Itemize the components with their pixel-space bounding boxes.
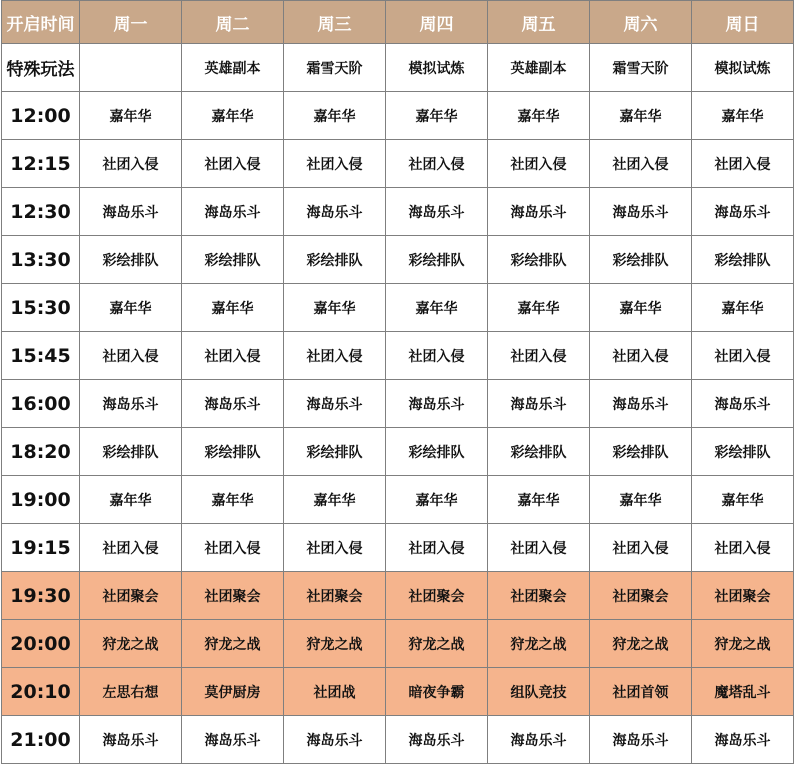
header-thursday: 周四 xyxy=(386,1,488,44)
time-cell: 13:30 xyxy=(2,236,80,284)
header-row xyxy=(2,1,794,44)
activity-cell: 社团入侵 xyxy=(590,140,692,188)
activity-cell: 海岛乐斗 xyxy=(692,716,794,764)
activity-cell: 社团聚会 xyxy=(182,572,284,620)
special-cell: 霜雪天阶 xyxy=(590,44,692,92)
schedule-table xyxy=(1,0,794,764)
activity-cell: 彩绘排队 xyxy=(80,236,182,284)
activity-cell: 嘉年华 xyxy=(488,284,590,332)
activity-cell: 彩绘排队 xyxy=(692,428,794,476)
activity-cell: 狩龙之战 xyxy=(80,620,182,668)
activity-cell: 魔塔乱斗 xyxy=(692,668,794,716)
activity-cell: 社团入侵 xyxy=(692,332,794,380)
activity-cell: 海岛乐斗 xyxy=(284,716,386,764)
activity-cell: 海岛乐斗 xyxy=(182,380,284,428)
time-cell: 15:45 xyxy=(2,332,80,380)
activity-cell: 彩绘排队 xyxy=(182,236,284,284)
activity-cell: 海岛乐斗 xyxy=(692,380,794,428)
schedule-row xyxy=(2,476,794,524)
schedule-row xyxy=(2,524,794,572)
special-cell: 英雄副本 xyxy=(182,44,284,92)
activity-cell: 狩龙之战 xyxy=(386,620,488,668)
activity-cell: 彩绘排队 xyxy=(284,428,386,476)
activity-cell: 嘉年华 xyxy=(590,284,692,332)
activity-cell: 海岛乐斗 xyxy=(488,188,590,236)
activity-cell: 海岛乐斗 xyxy=(80,380,182,428)
schedule-row xyxy=(2,572,794,620)
activity-cell: 社团聚会 xyxy=(80,572,182,620)
time-cell: 15:30 xyxy=(2,284,80,332)
activity-cell: 海岛乐斗 xyxy=(590,380,692,428)
activity-cell: 社团入侵 xyxy=(80,140,182,188)
activity-cell: 彩绘排队 xyxy=(488,428,590,476)
activity-cell: 嘉年华 xyxy=(284,476,386,524)
activity-cell: 嘉年华 xyxy=(80,476,182,524)
activity-cell: 社团入侵 xyxy=(182,524,284,572)
activity-cell: 社团战 xyxy=(284,668,386,716)
activity-cell: 社团入侵 xyxy=(386,140,488,188)
activity-cell: 海岛乐斗 xyxy=(488,716,590,764)
special-cell: 霜雪天阶 xyxy=(284,44,386,92)
activity-cell: 嘉年华 xyxy=(80,92,182,140)
time-cell: 19:00 xyxy=(2,476,80,524)
activity-cell: 嘉年华 xyxy=(590,476,692,524)
special-cell: 英雄副本 xyxy=(488,44,590,92)
time-cell: 12:00 xyxy=(2,92,80,140)
activity-cell: 狩龙之战 xyxy=(488,620,590,668)
schedule-row xyxy=(2,620,794,668)
activity-cell: 彩绘排队 xyxy=(386,428,488,476)
activity-cell: 社团入侵 xyxy=(80,524,182,572)
activity-cell: 社团聚会 xyxy=(590,572,692,620)
activity-cell: 社团聚会 xyxy=(488,572,590,620)
schedule-header xyxy=(2,1,794,44)
activity-cell: 左思右想 xyxy=(80,668,182,716)
schedule-row xyxy=(2,716,794,764)
header-monday: 周一 xyxy=(80,1,182,44)
activity-cell: 彩绘排队 xyxy=(182,428,284,476)
activity-cell: 莫伊厨房 xyxy=(182,668,284,716)
header-wednesday: 周三 xyxy=(284,1,386,44)
activity-cell: 狩龙之战 xyxy=(284,620,386,668)
activity-cell: 社团入侵 xyxy=(284,140,386,188)
activity-cell: 海岛乐斗 xyxy=(182,188,284,236)
activity-cell: 嘉年华 xyxy=(80,284,182,332)
schedule-row xyxy=(2,284,794,332)
activity-cell: 海岛乐斗 xyxy=(386,716,488,764)
special-label: 特殊玩法 xyxy=(2,44,80,92)
activity-cell: 彩绘排队 xyxy=(284,236,386,284)
activity-cell: 彩绘排队 xyxy=(590,236,692,284)
special-cell xyxy=(80,44,182,92)
time-cell: 21:00 xyxy=(2,716,80,764)
activity-cell: 社团入侵 xyxy=(488,332,590,380)
activity-cell: 社团入侵 xyxy=(590,524,692,572)
activity-cell: 社团入侵 xyxy=(488,140,590,188)
activity-cell: 社团聚会 xyxy=(692,572,794,620)
activity-cell: 组队竞技 xyxy=(488,668,590,716)
activity-cell: 海岛乐斗 xyxy=(590,188,692,236)
special-row xyxy=(2,44,794,92)
header-saturday: 周六 xyxy=(590,1,692,44)
special-cell: 模拟试炼 xyxy=(386,44,488,92)
time-cell: 12:15 xyxy=(2,140,80,188)
activity-cell: 社团入侵 xyxy=(284,524,386,572)
activity-cell: 嘉年华 xyxy=(284,92,386,140)
activity-cell: 嘉年华 xyxy=(692,476,794,524)
activity-cell: 海岛乐斗 xyxy=(488,380,590,428)
header-tuesday: 周二 xyxy=(182,1,284,44)
time-cell: 12:30 xyxy=(2,188,80,236)
activity-cell: 海岛乐斗 xyxy=(692,188,794,236)
time-cell: 16:00 xyxy=(2,380,80,428)
activity-cell: 海岛乐斗 xyxy=(386,188,488,236)
activity-cell: 彩绘排队 xyxy=(80,428,182,476)
activity-cell: 嘉年华 xyxy=(590,92,692,140)
activity-cell: 海岛乐斗 xyxy=(284,380,386,428)
schedule-row xyxy=(2,428,794,476)
time-cell: 20:00 xyxy=(2,620,80,668)
activity-cell: 彩绘排队 xyxy=(488,236,590,284)
activity-cell: 海岛乐斗 xyxy=(182,716,284,764)
header-time: 开启时间 xyxy=(2,1,80,44)
schedule-row xyxy=(2,140,794,188)
schedule-body xyxy=(2,44,794,764)
activity-cell: 社团聚会 xyxy=(284,572,386,620)
schedule-row xyxy=(2,380,794,428)
activity-cell: 嘉年华 xyxy=(284,284,386,332)
activity-cell: 嘉年华 xyxy=(692,92,794,140)
time-cell: 18:20 xyxy=(2,428,80,476)
activity-cell: 嘉年华 xyxy=(488,476,590,524)
activity-cell: 彩绘排队 xyxy=(590,428,692,476)
schedule-row xyxy=(2,332,794,380)
activity-cell: 社团入侵 xyxy=(590,332,692,380)
activity-cell: 社团入侵 xyxy=(284,332,386,380)
time-cell: 19:30 xyxy=(2,572,80,620)
activity-cell: 彩绘排队 xyxy=(692,236,794,284)
special-cell: 模拟试炼 xyxy=(692,44,794,92)
activity-cell: 社团入侵 xyxy=(692,140,794,188)
activity-cell: 狩龙之战 xyxy=(182,620,284,668)
activity-cell: 嘉年华 xyxy=(182,476,284,524)
schedule-row xyxy=(2,668,794,716)
activity-cell: 暗夜争霸 xyxy=(386,668,488,716)
activity-cell: 社团首领 xyxy=(590,668,692,716)
activity-cell: 嘉年华 xyxy=(182,92,284,140)
header-sunday: 周日 xyxy=(692,1,794,44)
activity-cell: 社团聚会 xyxy=(386,572,488,620)
activity-cell: 社团入侵 xyxy=(386,524,488,572)
activity-cell: 嘉年华 xyxy=(386,92,488,140)
activity-cell: 嘉年华 xyxy=(182,284,284,332)
activity-cell: 海岛乐斗 xyxy=(80,188,182,236)
time-cell: 20:10 xyxy=(2,668,80,716)
time-cell: 19:15 xyxy=(2,524,80,572)
activity-cell: 社团入侵 xyxy=(386,332,488,380)
activity-cell: 社团入侵 xyxy=(692,524,794,572)
activity-cell: 社团入侵 xyxy=(80,332,182,380)
activity-cell: 狩龙之战 xyxy=(692,620,794,668)
activity-cell: 海岛乐斗 xyxy=(386,380,488,428)
activity-cell: 海岛乐斗 xyxy=(284,188,386,236)
activity-cell: 嘉年华 xyxy=(488,92,590,140)
activity-cell: 彩绘排队 xyxy=(386,236,488,284)
activity-cell: 社团入侵 xyxy=(488,524,590,572)
schedule-row xyxy=(2,188,794,236)
activity-cell: 社团入侵 xyxy=(182,332,284,380)
activity-cell: 海岛乐斗 xyxy=(590,716,692,764)
activity-cell: 狩龙之战 xyxy=(590,620,692,668)
activity-cell: 嘉年华 xyxy=(692,284,794,332)
schedule-row xyxy=(2,236,794,284)
activity-cell: 社团入侵 xyxy=(182,140,284,188)
header-friday: 周五 xyxy=(488,1,590,44)
activity-cell: 嘉年华 xyxy=(386,476,488,524)
schedule-row xyxy=(2,92,794,140)
activity-cell: 嘉年华 xyxy=(386,284,488,332)
activity-cell: 海岛乐斗 xyxy=(80,716,182,764)
